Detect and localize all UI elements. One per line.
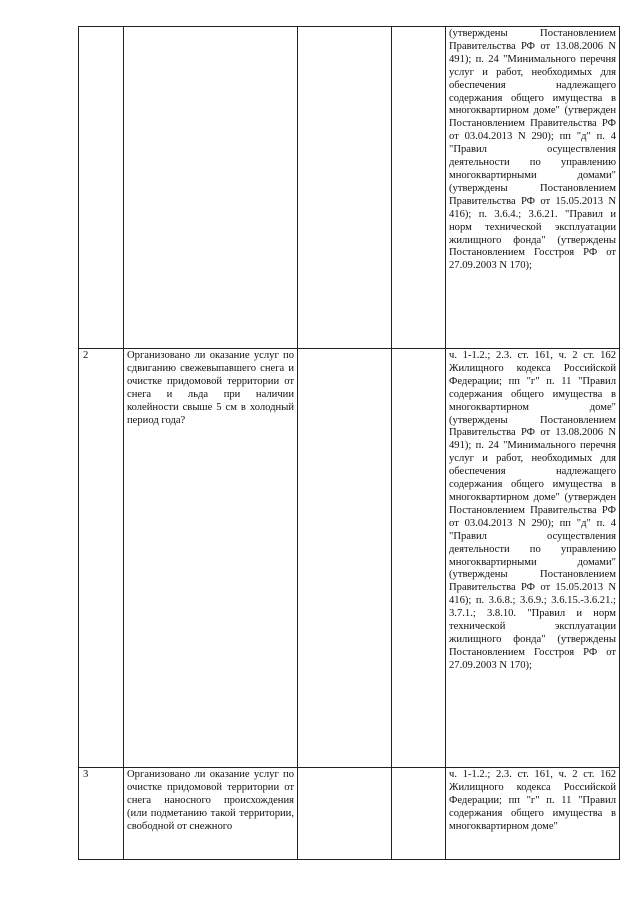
row-number-cell: 3 — [79, 768, 124, 860]
table-row — [79, 27, 620, 349]
row-number-cell — [79, 27, 124, 349]
empty-answer-cell — [298, 27, 392, 349]
table-row — [79, 349, 620, 768]
empty-note-cell — [392, 768, 446, 860]
legal-basis-cell: (утверждены Постановлением Правительства РФ от 13.08.2006 N 491); п. 24 "Минимального перечня услуг и работ, необходимых для обеспечения надлежащего содержания общего имущества в многоквартирном доме" (утвержден Постановлением Правительства РФ от 03.04.2013 N 290); пп "д" п. 4 "Правил осуществления деятельности по управлению многоквартирными домами" (утверждены Постановлением Правительства РФ от 15.05.2013 N 416); п. 3.6.4.; 3.6.21. "Правил и норм технической эксплуатации жилищного фонда" (утверждены Постановлением Госстроя РФ от 27.09.2003 N 170); — [446, 27, 620, 349]
question-cell — [124, 27, 298, 349]
row-number-cell: 2 — [79, 349, 124, 768]
legal-basis-cell: ч. 1-1.2.; 2.3. ст. 161, ч. 2 ст. 162 Жилищного кодекса Российской Федерации; пп "г" п. 11 "Правил содержания общего имущества в многоквартирном доме" (утверждены Постановлением Правительства РФ от 13.08.2006 N 491); п. 24 "Минимального перечня услуг и работ, необходимых для обеспечения надлежащего содержания общего имущества в многоквартирном доме" (утвержден Постановлением Правительства РФ от 03.04.2013 N 290); пп "д" п. 4 "Правил осуществления деятельности по управлению многоквартирными домами" (утверждены Постановлением Правительства РФ от 15.05.2013 N 416); п. 3.6.8.; 3.6.9.; 3.6.15.-3.6.21.; 3.7.1.; 3.8.10. "Правил и норм технической эксплуатации жилищного фонда" (утверждены Постановлением Госстроя РФ от 27.09.2003 N 170); — [446, 349, 620, 768]
question-cell: Организовано ли оказание услуг по очистке придомовой территории от снега наносного происхождения (или подметанию такой территории, свободной от снежного — [124, 768, 298, 860]
inspection-checklist-table — [78, 26, 620, 860]
empty-answer-cell — [298, 349, 392, 768]
question-cell: Организовано ли оказание услуг по сдвиганию свежевыпавшего снега и очистке придомовой территории от снега и льда при наличии колейности свыше 5 см в холодный период года? — [124, 349, 298, 768]
empty-note-cell — [392, 27, 446, 349]
empty-note-cell — [392, 349, 446, 768]
empty-answer-cell — [298, 768, 392, 860]
legal-basis-cell: ч. 1-1.2.; 2.3. ст. 161, ч. 2 ст. 162 Жилищного кодекса Российской Федерации; пп "г" п. 11 "Правил содержания общего имущества в многоквартирном доме" — [446, 768, 620, 860]
table-row — [79, 768, 620, 860]
